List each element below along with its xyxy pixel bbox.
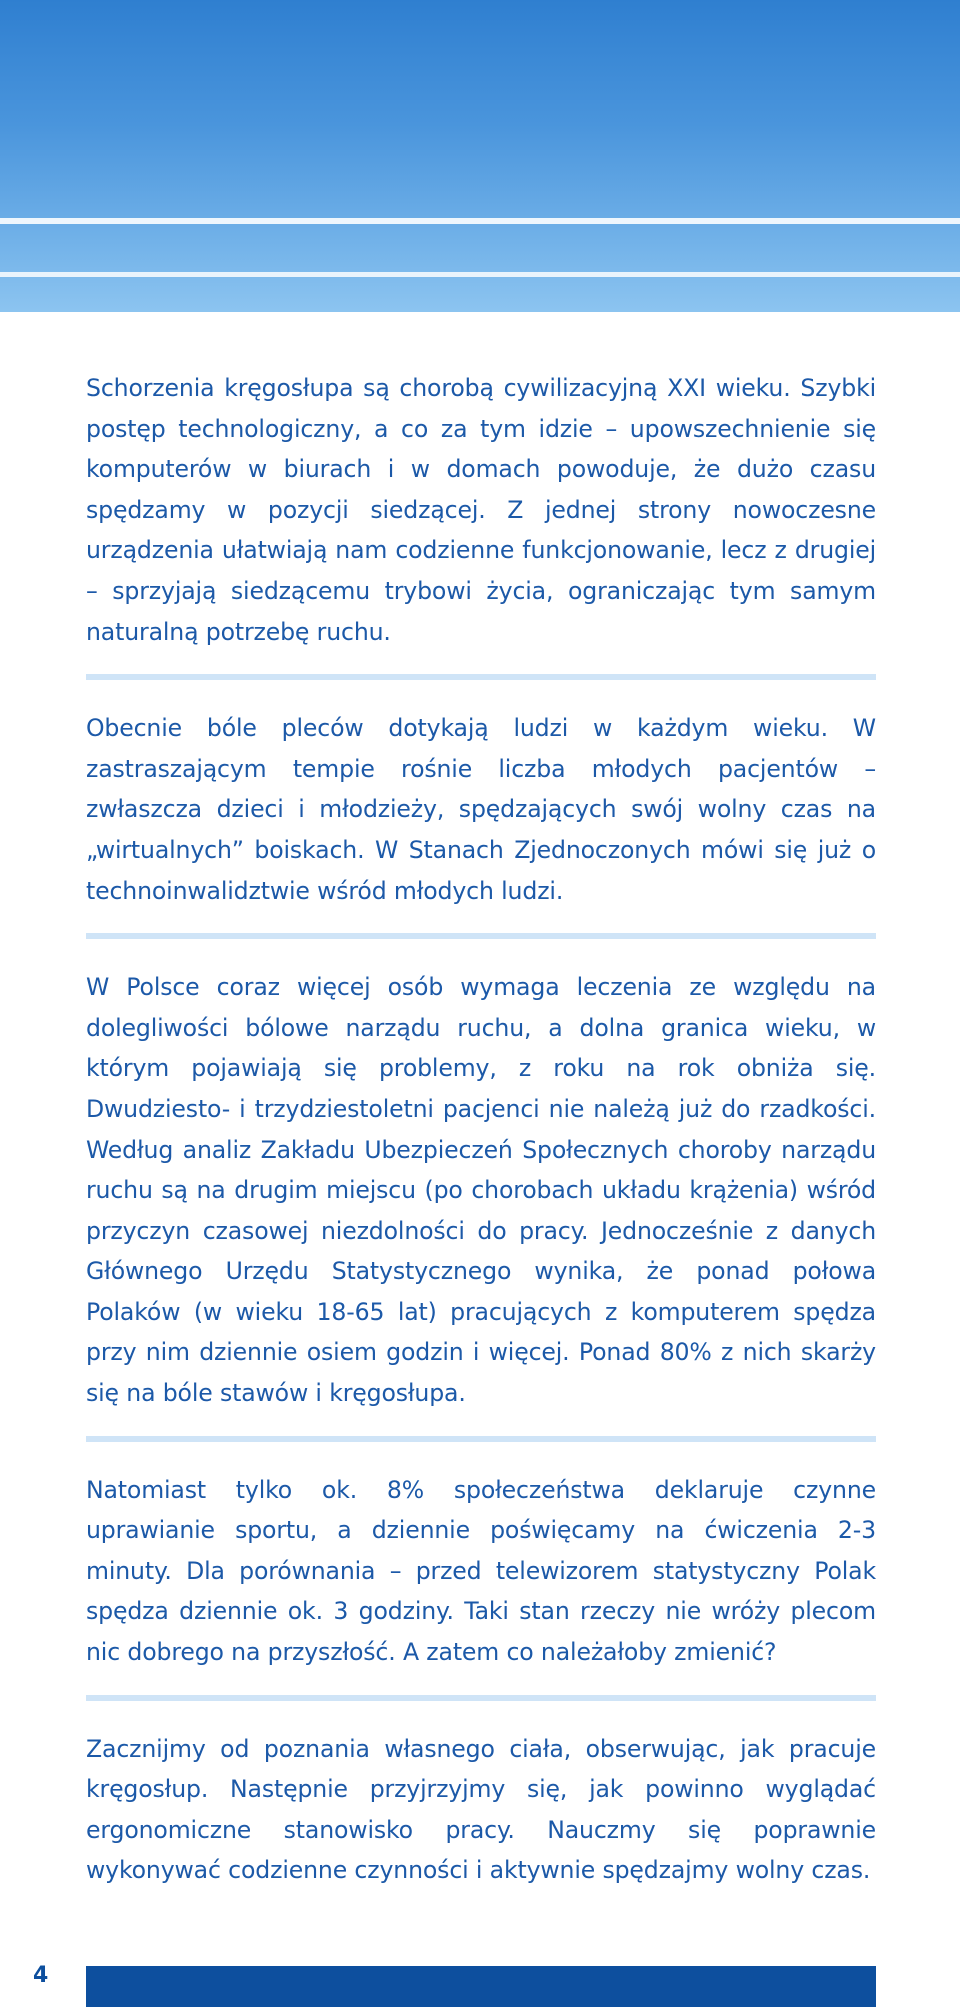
- header-stripe: [0, 218, 960, 224]
- footer-bar: [86, 1966, 876, 2007]
- section-divider: [86, 674, 876, 680]
- paragraph: Natomiast tylko ok. 8% społeczeństwa deklaruje czynne uprawianie sportu, a dziennie poświęcamy na ćwiczenia 2-3 minuty. Dla porównania – przed telewizorem statystyczny Polak spędza dziennie ok. 3 godziny. Taki stan rzeczy nie wróży plecom nic dobrego na przyszłość. A zatem co należałoby zmienić?: [86, 1475, 876, 1667]
- section-divider: [86, 933, 876, 939]
- paragraph: Obecnie bóle pleców dotykają ludzi w każdym wieku. W zastraszającym tempie rośnie liczba młodych pacjentów – zwłaszcza dzieci i młodzieży, spędzających swój wolny czas na „wirtualnych” boiskach. W Stanach Zjednoczonych mówi się już o technoinwalidztwie wśród młodych ludzi.: [86, 714, 876, 905]
- page-number: 4: [33, 1963, 49, 1988]
- paragraph: Zacznijmy od poznania własnego ciała, obserwując, jak pracuje kręgosłup. Następnie przyjrzyjmy się, jak powinno wyglądać ergonomiczne stanowisko pracy. Nauczmy się poprawnie wykonywać codzienne czynności i aktywnie spędzajmy wolny czas.: [86, 1734, 876, 1885]
- header-banner: [0, 0, 960, 312]
- section-divider: [86, 1695, 876, 1701]
- section-divider: [86, 1436, 876, 1442]
- article-body: [86, 368, 876, 1891]
- paragraph: Schorzenia kręgosłupa są chorobą cywilizacyjną XXI wieku. Szybki postęp technologiczny, a co za tym idzie – upowszechnienie się komputerów w biurach i w domach powoduje, że dużo czasu spędzamy w pozycji siedzącej. Z jednej strony nowoczesne urządzenia ułatwiają nam codzienne funkcjonowanie, lecz z drugiej – sprzyjają siedzącemu trybowi życia, ograniczając tym samym naturalną potrzebę ruchu.: [86, 374, 876, 646]
- header-stripe: [0, 272, 960, 277]
- paragraph: W Polsce coraz więcej osób wymaga leczenia ze względu na dolegliwości bólowe narządu ruchu, a dolna granica wieku, w którym pojawiają się problemy, z roku na rok obniża się. Dwudziesto- i trzydziestoletni pacjenci nie należą już do rzadkości. Według analiz Zakładu Ubezpieczeń Społecznych choroby narządu ruchu są na drugim miejscu (po chorobach układu krążenia) wśród przyczyn czasowej niezdolności do pracy. Jednocześnie z danych Głównego Urzędu Statystycznego wynika, że ponad połowa Polaków (w wieku 18-65 lat) pracujących z komputerem spędza przy nim dziennie osiem godzin i więcej. Ponad 80% z nich skarży się na bóle stawów i kręgosłupa.: [86, 973, 876, 1408]
